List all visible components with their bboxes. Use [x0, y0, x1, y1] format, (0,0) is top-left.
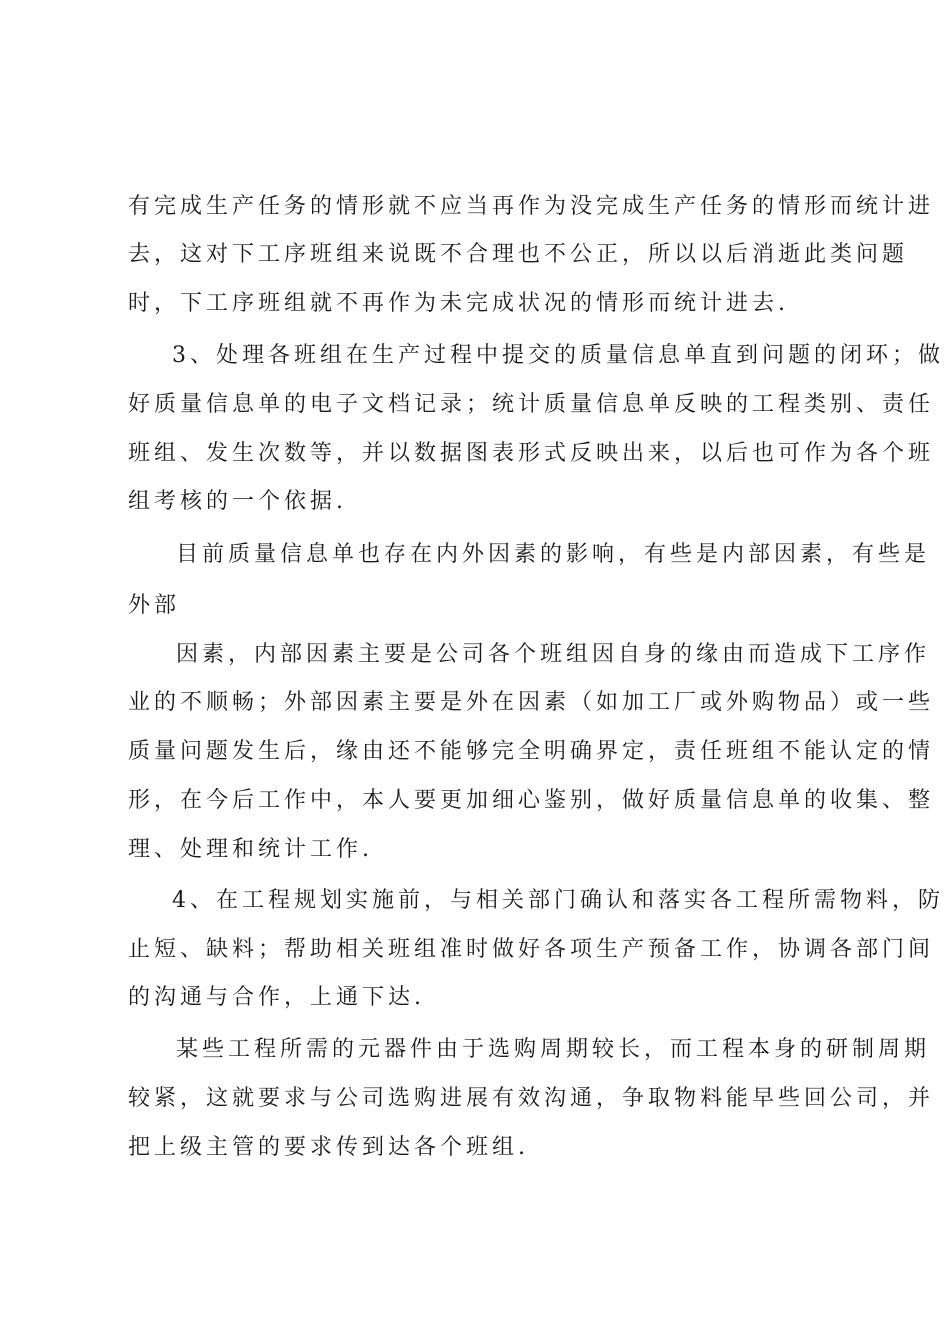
- text-line: 好质量信息单的电子文档记录；统计质量信息单反映的工程类别、责任: [128, 392, 935, 417]
- text-line: 有完成生产任务的情形就不应当再作为没完成生产任务的情形而统计进: [128, 194, 935, 219]
- text-line: 外部: [128, 593, 181, 618]
- text-line: 把上级主管的要求传到达各个班组.: [128, 1135, 529, 1160]
- text-line: 因素，内部因素主要是公司各个班组因自身的缘由而造成下工序作: [176, 642, 931, 667]
- text-line: 4、在工程规划实施前，与相关部门确认和落实各工程所需物料，防: [172, 888, 944, 913]
- text-line: 3、处理各班组在生产过程中提交的质量信息单直到问题的闭环；做: [172, 343, 944, 368]
- text-line: 业的不顺畅；外部因素主要是外在因素（如加工厂或外购物品）或一些: [128, 690, 935, 715]
- text-line: 时，下工序班组就不再作为未完成状况的情形而统计进去.: [128, 291, 789, 316]
- text-line: 某些工程所需的元器件由于选购周期较长，而工程本身的研制周期: [176, 1037, 931, 1062]
- text-line: 的沟通与合作，上通下达.: [128, 985, 425, 1010]
- text-line: 较紧，这就要求与公司选购进展有效沟通，争取物料能早些回公司，并: [128, 1086, 935, 1111]
- text-line: 质量问题发生后，缘由还不能够完全明确界定，责任班组不能认定的情: [128, 739, 935, 764]
- text-line: 组考核的一个依据.: [128, 489, 347, 514]
- text-line: 止短、缺料；帮助相关班组准时做好各项生产预备工作，协调各部门间: [128, 937, 935, 962]
- text-line: 目前质量信息单也存在内外因素的影响，有些是内部因素，有些是: [176, 542, 931, 567]
- text-line: 去，这对下工序班组来说既不合理也不公正，所以以后消逝此类问题: [128, 242, 909, 267]
- text-line: 理、处理和统计工作.: [128, 837, 373, 862]
- text-line: 班组、发生次数等，并以数据图表形式反映出来，以后也可作为各个班: [128, 441, 935, 466]
- text-line: 形，在今后工作中，本人要更加细心鉴别，做好质量信息单的收集、整: [128, 788, 935, 813]
